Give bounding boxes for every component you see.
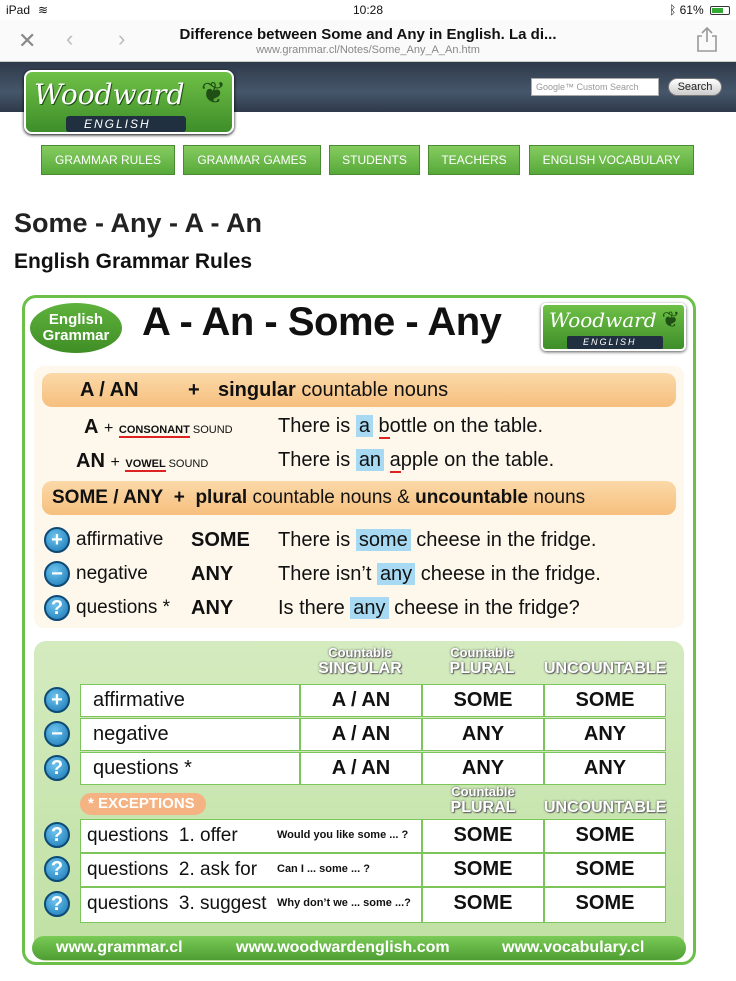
an-row-label: AN + VOWEL SOUND — [76, 450, 209, 472]
table-cell: ANY — [422, 718, 544, 751]
question-icon: ? — [44, 856, 70, 882]
table-cell: A / AN — [300, 718, 422, 751]
table-cell: SOME — [422, 853, 544, 887]
bluetooth-icon: ᛒ — [669, 3, 680, 17]
col-header-plural: Countable PLURAL — [449, 645, 515, 677]
table-row-label: negative — [80, 718, 300, 751]
exception-row-label: questions 2. ask for Can I ... some ... ? — [80, 853, 422, 887]
page-subtitle: English Grammar Rules — [14, 250, 253, 273]
browser-toolbar — [0, 20, 736, 62]
usage-word: SOME — [191, 529, 250, 551]
woodward-logo[interactable]: Woodward ENGLISH ❦ — [24, 70, 234, 134]
minus-icon: − — [44, 561, 70, 587]
device-label: iPad — [6, 3, 31, 17]
table-row-label: affirmative — [80, 684, 300, 717]
clock: 10:28 — [352, 3, 384, 17]
footer-link-vocabulary: www.vocabulary.cl — [502, 939, 645, 956]
nav-grammar-rules[interactable]: GRAMMAR RULES — [41, 145, 175, 175]
share-icon[interactable] — [696, 26, 718, 52]
table-cell: SOME — [422, 887, 544, 923]
table-cell: A / AN — [300, 752, 422, 785]
table-cell: SOME — [544, 684, 666, 717]
table-cell: A / AN — [300, 684, 422, 717]
footer-link-woodward: www.woodwardenglish.com — [236, 939, 450, 956]
plus-icon: + — [44, 687, 70, 713]
battery-percent: 61% — [679, 3, 704, 17]
question-icon: ? — [44, 891, 70, 917]
fern-icon: ❦ — [200, 77, 226, 110]
col-header-singular: Countable SINGULAR — [318, 645, 402, 677]
col-header-uncountable: UNCOUNTABLE — [544, 660, 667, 677]
table-cell: SOME — [422, 819, 544, 853]
page-title: Some - Any - A - An — [14, 208, 262, 238]
table-cell: ANY — [544, 752, 666, 785]
exception-row-label: questions 3. suggest Why don’t we ... some ...? — [80, 887, 422, 923]
english-grammar-badge: English Grammar — [30, 303, 122, 353]
battery-indicator — [669, 3, 730, 17]
table-cell: ANY — [544, 718, 666, 751]
nav-teachers[interactable]: TEACHERS — [428, 145, 520, 175]
plus-icon: + — [44, 527, 70, 553]
usage-kind: negative — [76, 563, 148, 584]
address-bar[interactable]: www.grammar.cl/Notes/Some_Any_A_An.htm — [256, 44, 480, 56]
exception-row-label: questions 1. offer Would you like some ... ? — [80, 819, 422, 853]
page-tab-title: Difference between Some and Any in English. La di... — [179, 26, 557, 43]
rule-a-an: A / AN + singular countable nouns — [42, 373, 676, 407]
nav-english-vocabulary[interactable]: ENGLISH VOCABULARY — [529, 145, 694, 175]
usage-word: ANY — [191, 597, 234, 619]
table-cell: SOME — [544, 819, 666, 853]
nav-grammar-games[interactable]: GRAMMAR GAMES — [183, 145, 321, 175]
back-icon[interactable]: ‹ — [66, 26, 74, 51]
wifi-icon: ≋ — [38, 3, 49, 17]
usage-kind: questions * — [76, 597, 171, 618]
usage-kind: affirmative — [76, 529, 164, 550]
woodward-logo-small: Woodward ENGLISH ❦ — [541, 303, 686, 351]
exceptions-label: * EXCEPTIONS — [80, 793, 206, 815]
usage-example: There is some cheese in the fridge. — [278, 529, 597, 551]
a-row-label: A + CONSONANT SOUND — [84, 416, 233, 438]
battery-icon — [710, 6, 730, 15]
table-cell: ANY — [422, 752, 544, 785]
infographic-title: A - An - Some - Any — [142, 300, 502, 344]
forward-icon[interactable]: › — [118, 26, 126, 51]
minus-icon: − — [44, 721, 70, 747]
search-button[interactable]: Search — [668, 78, 722, 96]
exc-header-uncountable: UNCOUNTABLE — [544, 799, 667, 816]
question-icon: ? — [44, 822, 70, 848]
status-bar — [0, 0, 736, 20]
usage-word: ANY — [191, 563, 234, 585]
question-icon: ? — [44, 755, 70, 781]
rule-some-any: SOME / ANY + plural countable nouns & uncountable nouns — [42, 481, 676, 515]
table-row-label: questions * — [80, 752, 300, 785]
close-icon[interactable]: ✕ — [18, 28, 37, 53]
usage-example: There isn’t any cheese in the fridge. — [278, 563, 601, 585]
infographic-footer — [32, 936, 686, 960]
usage-example: Is there any cheese in the fridge? — [278, 597, 580, 619]
footer-link-grammar: www.grammar.cl — [56, 939, 183, 956]
search-input[interactable]: Google™ Custom Search — [531, 78, 659, 96]
table-cell: SOME — [544, 887, 666, 923]
exc-header-plural: Countable PLURAL — [450, 784, 516, 816]
table-cell: SOME — [544, 853, 666, 887]
a-example: There is a bottle on the table. — [278, 415, 544, 437]
fern-icon: ❦ — [661, 307, 680, 332]
nav-students[interactable]: STUDENTS — [329, 145, 420, 175]
table-cell: SOME — [422, 684, 544, 717]
an-example: There is an apple on the table. — [278, 449, 555, 471]
question-icon: ? — [44, 595, 70, 621]
